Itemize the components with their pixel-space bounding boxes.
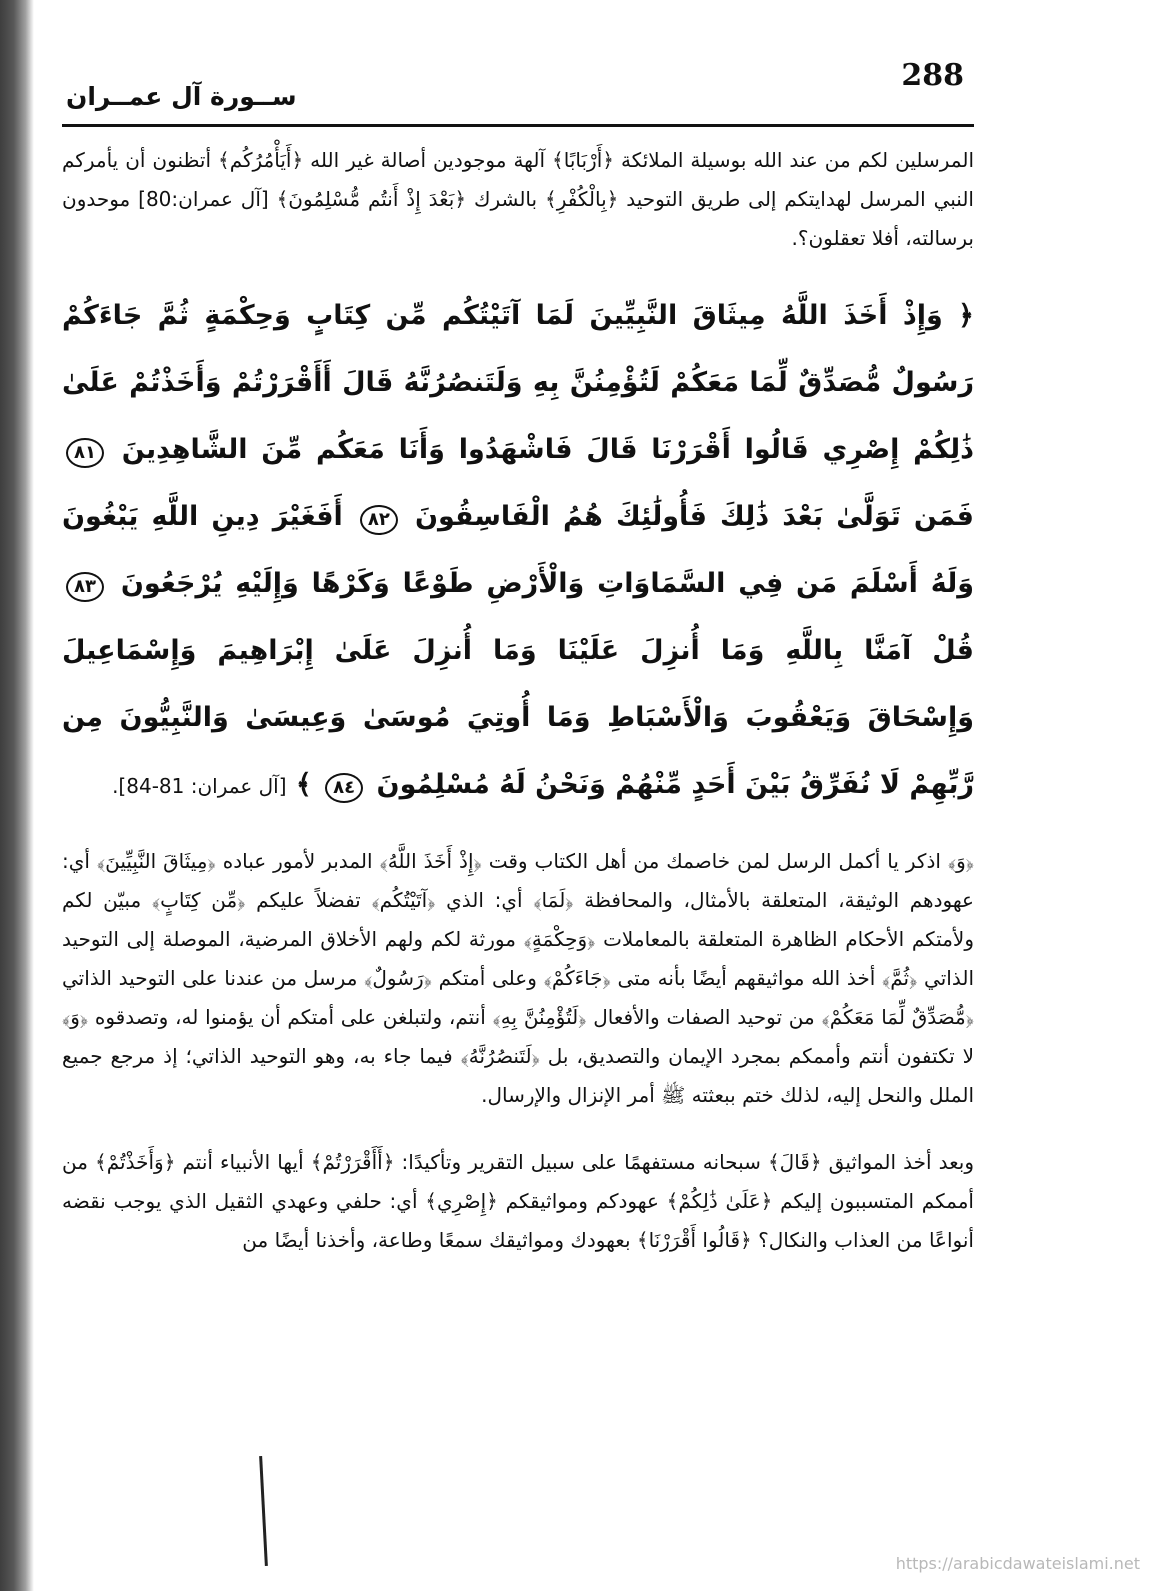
surah-title: ســورة آل عمــران [66, 82, 297, 111]
intro-paragraph: المرسلين لكم من عند الله بوسيلة الملائكة ﴿أَرْبَابًا﴾ آلهة موجودين أصالة غير الله ﴿أَيَأْمُرُكُم﴾ أتظنون أن يأمركم النبي المرسل لهدايتكم إلى طريق التوحيد ﴿بِالْكُفْرِ﴾ بالشرك ﴿بَعْدَ إِذْ أَنتُم مُّسْلِمُونَ﴾ [آل عمران:80] موحدون برسالته، أفلا تعقلون؟. [62, 148, 974, 250]
verse-text-82: فَمَن تَوَلَّىٰ بَعْدَ ذَٰلِكَ فَأُولَٰئِكَ هُمُ الْفَاسِقُونَ [414, 501, 974, 532]
verse-text-84: قُلْ آمَنَّا بِاللَّهِ وَمَا أُنزِلَ عَلَيْنَا وَمَا أُنزِلَ عَلَىٰ إِبْرَاهِيمَ وَإِسْمَاعِيلَ وَإِسْحَاقَ وَيَعْقُوبَ وَالْأَسْبَاطِ وَمَا أُوتِيَ مُوسَىٰ وَعِيسَىٰ وَالنَّبِيُّونَ مِن رَّبِّهِمْ لَا نُفَرِّقُ بَيْنَ أَحَدٍ مِّنْهُمْ وَنَحْنُ لَهُ مُسْلِمُونَ [62, 635, 974, 800]
quran-verses [62, 282, 974, 820]
verse-text-83: أَفَغَيْرَ دِينِ اللَّهِ يَبْغُونَ وَلَهُ أَسْلَمَ مَن فِي السَّمَاوَاتِ وَالْأَرْضِ طَوْعًا وَكَرْهًا وَإِلَيْهِ يُرْجَعُونَ [62, 501, 974, 599]
verse-text-81: ﴿ وَإِذْ أَخَذَ اللَّهُ مِيثَاقَ النَّبِيِّينَ لَمَا آتَيْتُكُم مِّن كِتَابٍ وَحِكْمَةٍ ثُمَّ جَاءَكُمْ رَسُولٌ مُّصَدِّقٌ لِّمَا مَعَكُمْ لَتُؤْمِنُنَّ بِهِ وَلَتَنصُرُنَّهُ قَالَ أَأَقْرَرْتُمْ وَأَخَذْتُمْ عَلَىٰ ذَٰلِكُمْ إِصْرِي قَالُوا أَقْرَرْنَا قَالَ فَاشْهَدُوا وَأَنَا مَعَكُم مِّنَ الشَّاهِدِينَ [62, 300, 974, 465]
book-page [62, 58, 974, 1558]
page-header [62, 58, 974, 127]
scan-edge-shadow [0, 0, 34, 1591]
tafsir-paragraph-2: وبعد أخذ المواثيق ﴿قَالَ﴾ سبحانه مستفهمًا على سبيل التقرير وتأكيدًا: ﴿أَأَقْرَرْتُمْ﴾ أيها الأنبياء أنتم ﴿وَأَخَذْتُمْ﴾ من أممكم المتسببون إليكم ﴿عَلَىٰ ذَٰلِكُمْ﴾ عهودكم ومواثيقكم ﴿إِصْرِي﴾ أي: حلفي وعهدي الثقيل الذي يوجب نقضه أنواعًا من العذاب والنكال؟ ﴿قَالُوا أَقْرَرْنَا﴾ بعهودك ومواثيقك سمعًا وطاعة، وأخذنا أيضًا من [62, 1150, 974, 1252]
ayah-number-83: ٨٣ [66, 572, 104, 602]
ayah-number-84: ٨٤ [325, 773, 363, 803]
ayah-number-81: ٨١ [66, 438, 104, 468]
page-number: 288 [901, 58, 964, 93]
tafsir-paragraph-1: ﴿وَ﴾ اذكر يا أكمل الرسل لمن خاصمك من أهل الكتاب وقت ﴿إِذْ أَخَذَ اللَّهُ﴾ المدبر لأمور عباده ﴿مِيثَاقَ النَّبِيِّينَ﴾ أي: عهودهم الوثيقة، المتعلقة بالأمثال، والمحافظة ﴿لَمَا﴾ أي: الذي ﴿آتَيْتُكُم﴾ تفضلاً عليكم ﴿مِّن كِتَابٍ﴾ مبيّن لكم ولأمتكم الأحكام الظاهرة المتعلقة بالمعاملات ﴿وَحِكْمَةٍ﴾ مورثة لكم ولهم الأخلاق المرضية، الموصلة إلى التوحيد الذاتي ﴿ثُمَّ﴾ أخذ الله مواثيقهم أيضًا بأنه متى ﴿جَاءَكُمْ﴾ وعلى أمتكم ﴿رَسُولٌ﴾ مرسل من عندنا على التوحيد الذاتي ﴿مُّصَدِّقٌ لِّمَا مَعَكُمْ﴾ من توحيد الصفات والأفعال ﴿لَتُؤْمِنُنَّ بِهِ﴾ أنتم، ولتبلغن على أمتكم أن يؤمنوا له، وتصدقوه ﴿وَ﴾ لا تكتفون أنتم وأممكم بمجرد الإيمان والتصديق، بل ﴿لَتَنصُرُنَّهُ﴾ فيما جاء به، وهو التوحيد الذاتي؛ إذ مرجع جميع الملل والنحل إليه، لذلك ختم ببعثته ﷺ أمر الإنزال والإرسال. [62, 849, 974, 1107]
ayah-number-82: ٨٢ [360, 505, 398, 535]
verse-reference: [آل عمران: 81-84]. [112, 774, 287, 798]
watermark: https://arabicdawateislami.net [895, 1554, 1140, 1573]
verse-closing-bracket: ﴾ [295, 769, 312, 800]
